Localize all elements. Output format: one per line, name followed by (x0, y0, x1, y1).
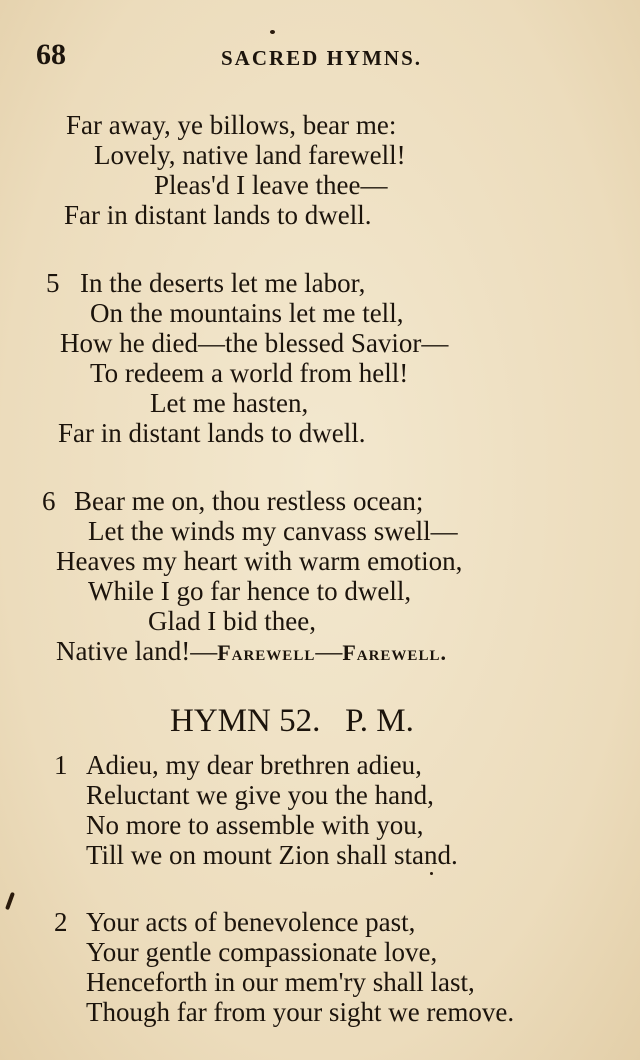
verse-line: In the deserts let me labor, (80, 268, 366, 298)
verse-line: Far in distant lands to dwell. (64, 200, 372, 230)
verse-line: Let the winds my canvass swell— (88, 516, 458, 546)
verse-line: Lovely, native land farewell! (94, 140, 406, 170)
ink-mark (5, 892, 15, 910)
verse-line: While I go far hence to dwell, (88, 576, 412, 606)
ink-speck (270, 30, 275, 34)
verse-line: Henceforth in our mem'ry shall last, (86, 967, 475, 997)
verse-line: Reluctant we give you the hand, (86, 780, 434, 810)
hymn-title: HYMN 52. P. M. (170, 703, 414, 739)
verse-line: Pleas'd I leave thee— (154, 170, 388, 200)
verse-line: Your gentle compassionate love, (86, 937, 438, 967)
stanza-number: 2 (54, 907, 68, 937)
verse-line: Adieu, my dear brethren adieu, (86, 750, 422, 780)
verse-line-farewell (56, 636, 447, 667)
verse-line: Far in distant lands to dwell. (58, 418, 366, 448)
stanza-number: 1 (54, 750, 68, 780)
dash: — (315, 636, 343, 666)
ink-speck (430, 872, 433, 875)
verse-line: Till we on mount Zion shall stand. (86, 840, 458, 870)
stanza-number: 5 (46, 268, 60, 298)
verse-line: Let me hasten, (150, 388, 309, 418)
page-header (36, 38, 600, 78)
verse-text: Native land!— (56, 636, 218, 666)
verse-line: Though far from your sight we remove. (86, 997, 515, 1027)
verse-line: How he died—the blessed Savior— (60, 328, 449, 358)
farewell-word: Farewell (217, 640, 316, 665)
verse-line: Bear me on, thou restless ocean; (74, 486, 424, 516)
page-number: 68 (36, 38, 66, 71)
running-title: SACRED HYMNS. (221, 46, 423, 70)
verse-line: No more to assemble with you, (86, 810, 424, 840)
verse-line: Heaves my heart with warm emotion, (56, 546, 463, 576)
stanza-number: 6 (42, 486, 56, 516)
verse-line: Glad I bid thee, (148, 606, 316, 636)
verse-line: Your acts of benevolence past, (86, 907, 416, 937)
farewell-word: Farewell. (342, 640, 447, 665)
verse-line: Far away, ye billows, bear me: (66, 110, 397, 140)
verse-line: On the mountains let me tell, (90, 298, 404, 328)
verse-line: To redeem a world from hell! (90, 358, 409, 388)
